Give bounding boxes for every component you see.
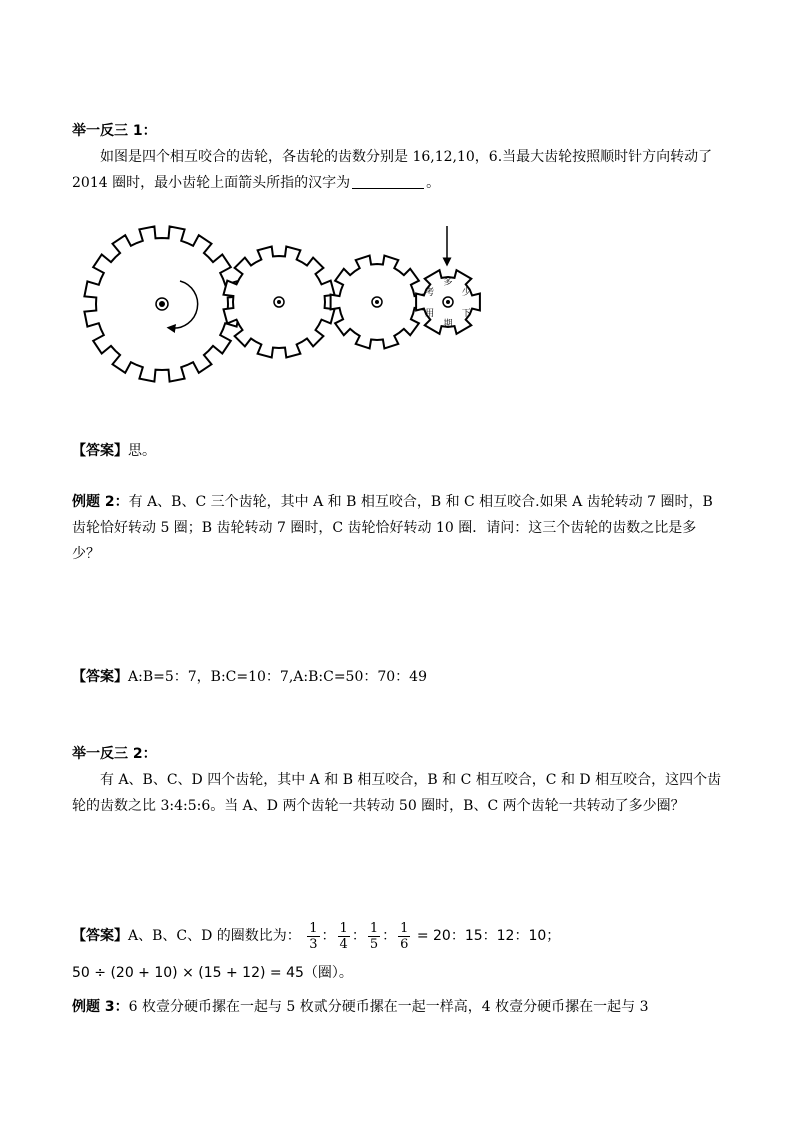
answer-text: A:B=5：7，B:C=10：7,A:B:C=50：70：49	[128, 669, 427, 685]
example-2-text: 有 A、B、C 三个齿轮，其中 A 和 B 相互咬合，B 和 C 相互咬合.如果 A 齿轮转动 7 圈时，B 齿轮恰好转动 5 圈；B 齿轮转动 7 圈时，C 齿轮恰好转动 10 圈．请问：这三个齿轮的齿数之比是多少？	[72, 494, 713, 562]
section-example-3	[72, 994, 724, 1020]
answer-tag: 【答案】	[72, 669, 128, 685]
answer-tag: 【答案】	[72, 928, 128, 944]
practice-1-answer	[72, 438, 724, 464]
practice-2-text: 有 A、B、C、D 四个齿轮，其中 A 和 B 相互咬合，B 和 C 相互咬合，C 和 D 相互咬合，这四个齿轮的齿数之比 3:4:5:6。当 A、D 两个齿轮一共转动 50 圈时，B、C 两个齿轮一共转动了多少圈？	[72, 772, 722, 814]
gear-char-label: 期	[443, 319, 453, 330]
fraction: $\frac{1}{4}$	[339, 920, 348, 952]
gear-char-label: 下	[461, 309, 471, 319]
ratio-result: = 20：15：12：10；	[416, 928, 561, 944]
calc-line: 50 ÷ (20 + 10) × (15 + 12) = 45（圈）。	[72, 965, 353, 981]
practice-1-text-end: 。	[426, 175, 441, 191]
fraction: $\frac{1}{6}$	[400, 920, 409, 952]
gear-16-axle-center	[159, 301, 165, 307]
section-example-2	[72, 489, 724, 567]
example-2-answer	[72, 664, 724, 690]
example-2-heading: 例题 2：	[72, 494, 129, 510]
example-3-text: 6 枚壹分硬币摞在一起与 5 枚贰分硬币摞在一起一样高，4 枚壹分硬币摞在一起与 3	[128, 999, 649, 1015]
fraction: $\frac{1}{3}$	[309, 920, 318, 952]
answer-blank	[352, 174, 424, 189]
gear-char-label: 多	[443, 277, 453, 288]
example-3-heading: 例题 3：	[72, 999, 129, 1015]
section-practice-1	[72, 118, 724, 196]
answer-lead: A、B、C、D 的圈数比为：	[128, 928, 301, 944]
gear-char-label: 考	[425, 288, 435, 298]
section-practice-2	[72, 741, 724, 819]
answer-tag: 【答案】	[72, 443, 128, 459]
gear-char-label: 少	[461, 288, 471, 298]
gear-6-axle-center	[446, 300, 450, 304]
gear-10-axle-center	[375, 300, 379, 304]
fraction: $\frac{1}{5}$	[369, 920, 379, 952]
answer-text: 思。	[128, 443, 156, 459]
gear-12-axle-center	[277, 300, 281, 304]
gears-figure	[80, 222, 540, 392]
practice-2-heading: 举一反三 2：	[72, 746, 157, 762]
practice-1-text: 如图是四个相互咬合的齿轮，各齿轮的齿数分别是 16,12,10，6.当最大齿轮按照顺时针方向转动了 2014 圈时，最小齿轮上面箭头所指的汉字为	[72, 149, 713, 191]
practice-2-answer: 【答案】A、B、C、D 的圈数比为： $\frac{1}{3}$ ： $\frac{1}{4}$ ： $\frac{1}{5}$ ： $\frac{1}{6}$ = 20：15：12：10；	[72, 920, 561, 952]
practice-1-heading: 举一反三 1：	[72, 123, 157, 139]
gear-char-label: 用	[425, 309, 435, 319]
practice-1-question	[72, 144, 724, 196]
